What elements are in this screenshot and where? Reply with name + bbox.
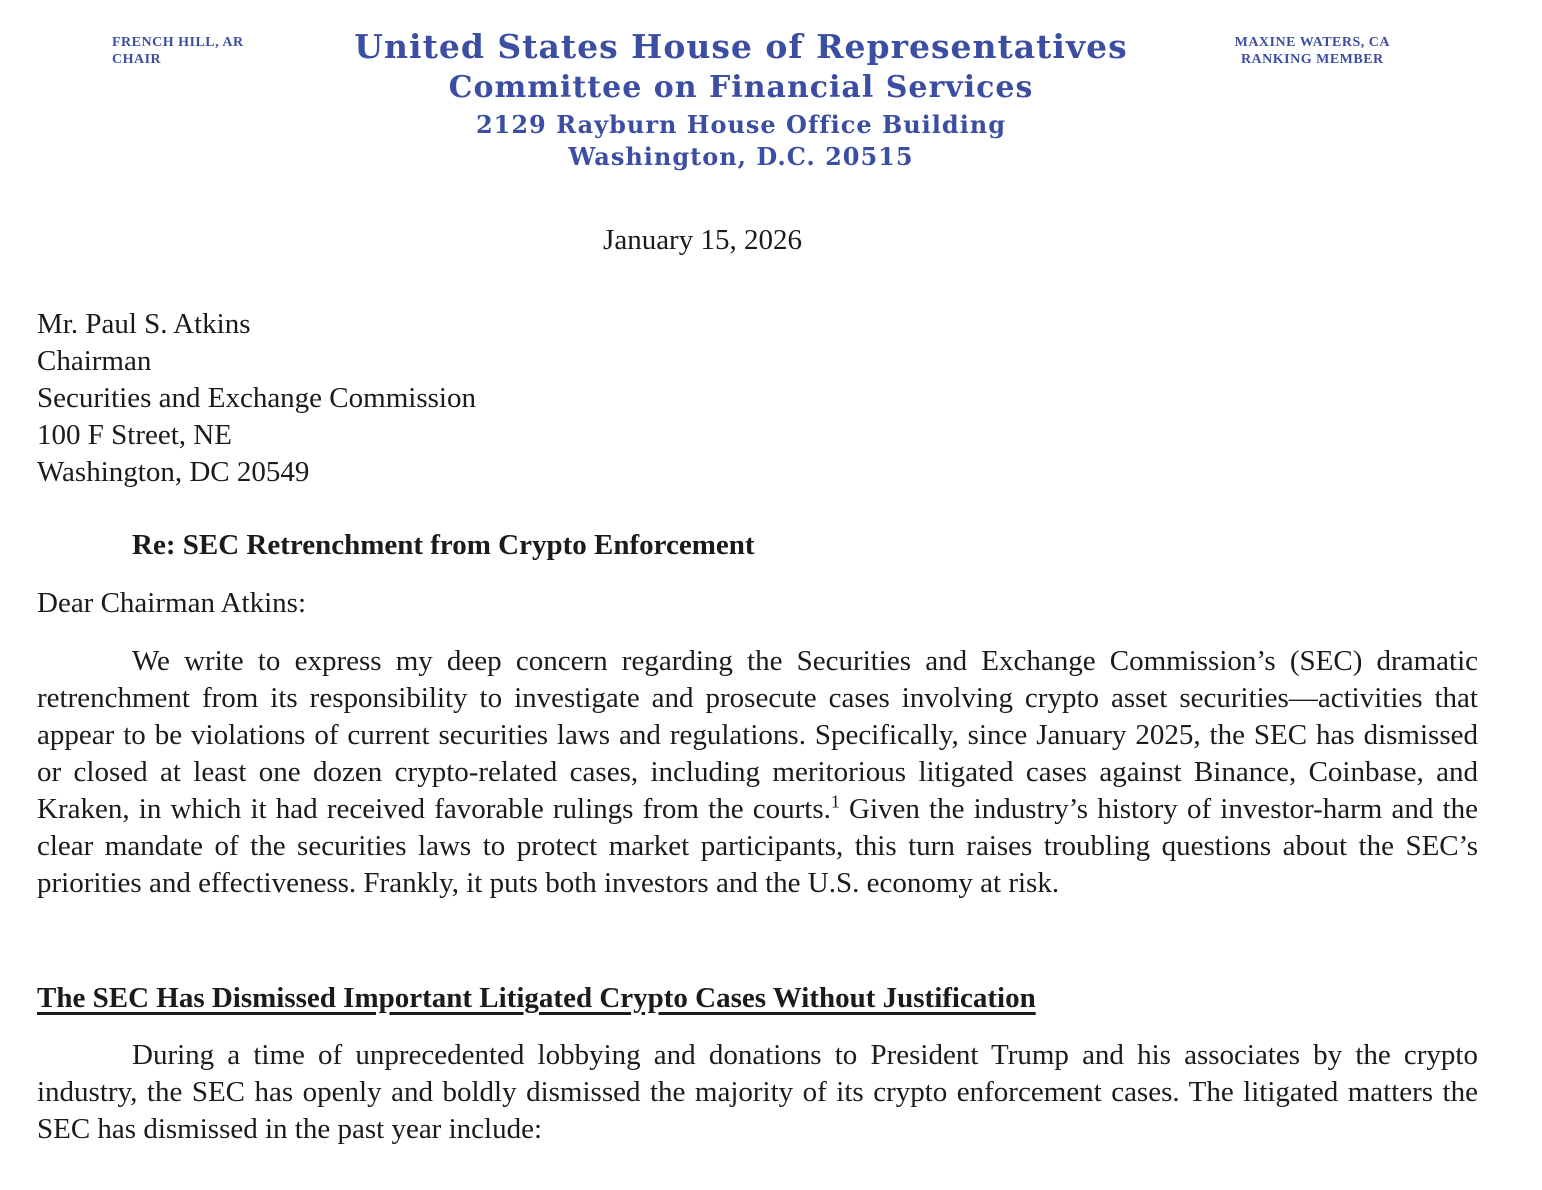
recipient-address-block xyxy=(37,306,1478,491)
chair-title: CHAIR xyxy=(112,52,162,67)
paragraph-dismissals: During a time of unprecedented lobbying and donations to President Trump and his associates by the crypto industry, the SEC has openly and boldly dismissed the majority of its crypto enforcement cases. The litigated matters the SEC has dismissed in the past year include: xyxy=(37,1039,1478,1145)
paragraph-opening-text: We write to express my deep concern regarding the Securities and Exchange Commission’s (SEC) dramatic retrenchment from its responsibility to investigate and prosecute cases involving crypto asset securities—activities that appear to be violations of current securities laws and regulations. Specifically, since January 2025, the SEC has dismissed or closed at least one dozen crypto-related cases, including meritorious litigated cases against Binance, Coinbase, and Kraken, in which it had received favorable rulings from the courts. xyxy=(37,645,1478,825)
salutation: Dear Chairman Atkins: xyxy=(37,587,307,619)
subject-line: Re: SEC Retrenchment from Crypto Enforcement xyxy=(132,529,755,561)
chair-name: FRENCH HILL, AR xyxy=(112,35,244,50)
office-building-line: 2129 Rayburn House Office Building xyxy=(475,110,1007,139)
recipient-city: Washington, DC 20549 xyxy=(37,456,310,488)
recipient-street: 100 F Street, NE xyxy=(37,419,232,451)
letterhead xyxy=(0,0,1542,200)
ranking-member-title: RANKING MEMBER xyxy=(1240,52,1384,67)
committee-title: Committee on Financial Services xyxy=(448,70,1034,105)
letter-body xyxy=(0,222,1542,1148)
house-title: United States House of Representatives xyxy=(354,27,1128,66)
paragraph-opening-continued: Given the industry’s history of investor-harm and the clear mandate of the securities laws to protect market participants, this turn raises troubling questions about the SEC’s priorities and effectiveness. Frankly, it puts both investors and the U.S. economy at risk. xyxy=(37,793,1478,899)
recipient-title: Chairman xyxy=(37,345,152,377)
date-line: January 15, 2026 xyxy=(603,224,802,256)
city-zip-line: Washington, D.C. 20515 xyxy=(568,142,914,171)
recipient-name: Mr. Paul S. Atkins xyxy=(37,308,251,340)
section-heading: The SEC Has Dismissed Important Litigated Crypto Cases Without Justification xyxy=(37,982,1036,1014)
footnote-marker-1: 1 xyxy=(830,791,840,812)
ranking-member-name: MAXINE WATERS, CA xyxy=(1234,35,1390,50)
ranking-member-block xyxy=(1235,34,1390,68)
paragraph-opening xyxy=(37,643,1478,902)
recipient-org: Securities and Exchange Commission xyxy=(37,382,476,414)
